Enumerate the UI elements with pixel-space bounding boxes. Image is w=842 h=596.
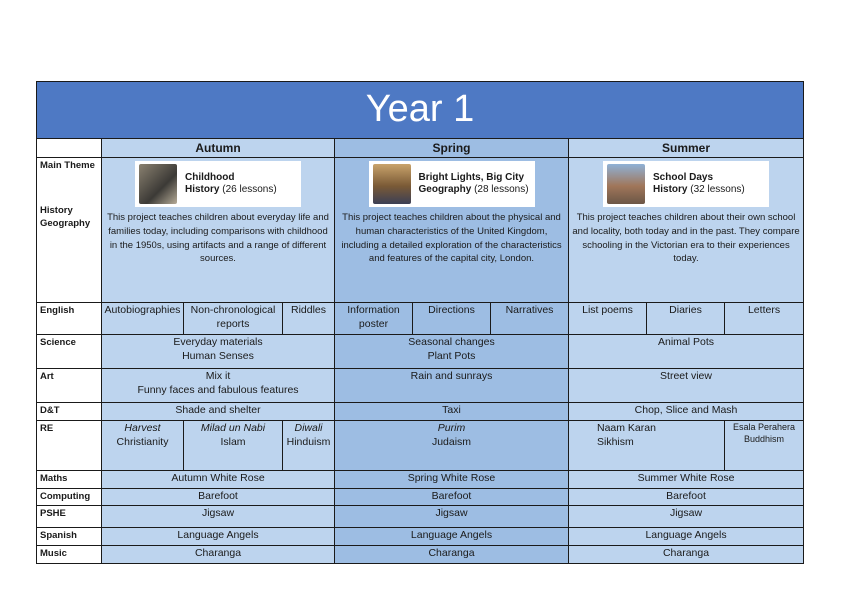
re-row: [37, 420, 804, 470]
childhood-photo-image: [139, 164, 177, 204]
theme-description: This project teaches children about the physical and human characteristics of the United Kingdom, including a detailed exploration of the characteristics and features of the capital city, London.: [341, 212, 562, 265]
re-harvest: [102, 420, 184, 470]
main-theme-row: [37, 158, 804, 303]
re-festival: Esala Perahera: [733, 421, 796, 432]
dt-summer: Chop, Slice and Mash: [569, 403, 804, 421]
re-religion: Sikhism: [597, 435, 634, 448]
page-title: Year 1: [37, 82, 804, 139]
season-header-spring: Spring: [335, 139, 569, 158]
english-unit: Narratives: [491, 303, 569, 335]
re-religion: Islam: [220, 435, 246, 448]
music-summer: Charanga: [569, 546, 804, 564]
computing-spring: Barefoot: [335, 488, 569, 506]
art-spring: Rain and sunrays: [335, 369, 569, 403]
theme-card-school-days: [603, 161, 769, 207]
theme-title: Bright Lights, Big City: [418, 171, 525, 183]
music-row: [37, 546, 804, 564]
art-unit: Funny faces and fabulous features: [137, 384, 299, 397]
pshe-summer: Jigsaw: [569, 506, 804, 528]
title-row: [37, 82, 804, 139]
science-unit: Plant Pots: [427, 350, 476, 363]
theme-cell-summer: [569, 158, 804, 303]
theme-title: School Days: [653, 171, 714, 183]
dt-autumn: Shade and shelter: [102, 403, 335, 421]
science-label: Science: [37, 335, 102, 369]
theme-cell-spring: [335, 158, 569, 303]
year-1-curriculum-table: [36, 81, 804, 564]
dt-label: D&T: [37, 403, 102, 421]
season-header-summer: Summer: [569, 139, 804, 158]
english-unit: Information poster: [335, 303, 413, 335]
science-spring: [335, 335, 569, 369]
art-label: Art: [37, 369, 102, 403]
theme-subject: History: [653, 184, 688, 195]
spanish-label: Spanish: [37, 528, 102, 546]
re-festival: Milad un Nabi: [200, 421, 266, 434]
english-unit: Autobiographies: [102, 303, 184, 335]
art-summer: Street view: [569, 369, 804, 403]
pshe-row: [37, 506, 804, 528]
science-row: [37, 335, 804, 369]
pshe-spring: Jigsaw: [335, 506, 569, 528]
re-festival: Purim: [437, 421, 466, 434]
re-diwali: [283, 420, 335, 470]
english-unit: Diaries: [647, 303, 725, 335]
science-unit: Seasonal changes: [408, 336, 495, 348]
science-summer: Animal Pots: [569, 335, 804, 369]
maths-label: Maths: [37, 470, 102, 488]
english-unit: Non-chronological reports: [184, 303, 283, 335]
english-unit: Riddles: [283, 303, 335, 335]
dt-spring: Taxi: [335, 403, 569, 421]
computing-autumn: Barefoot: [102, 488, 335, 506]
english-unit: Directions: [413, 303, 491, 335]
re-label: RE: [37, 420, 102, 470]
re-religion: Christianity: [116, 435, 169, 448]
school-building-photo-image: [607, 164, 645, 204]
english-label: English: [37, 303, 102, 335]
theme-lessons: (32 lessons): [690, 184, 745, 195]
theme-cell-autumn: [102, 158, 335, 303]
re-religion: Hinduism: [286, 435, 331, 448]
science-unit: Human Senses: [182, 350, 254, 363]
dt-row: [37, 403, 804, 421]
english-unit: Letters: [725, 303, 804, 335]
computing-row: [37, 488, 804, 506]
theme-description: This project teaches children about everyday life and families today, including comparisons with childhood in the 1950s, using artifacts and a range of different sources.: [107, 212, 329, 265]
maths-summer: Summer White Rose: [569, 470, 804, 488]
theme-card-childhood: [135, 161, 301, 207]
pshe-label: PSHE: [37, 506, 102, 528]
re-festival: Harvest: [124, 421, 161, 434]
season-header-autumn: Autumn: [102, 139, 335, 158]
re-naam-karan: [569, 420, 725, 470]
music-label: Music: [37, 546, 102, 564]
maths-row: [37, 470, 804, 488]
music-spring: Charanga: [335, 546, 569, 564]
theme-description: This project teaches children about their own school and locality, both today and in the past. They compare schooling in the Victorian era to their experiences today.: [572, 212, 800, 265]
theme-subject: Geography: [418, 184, 472, 195]
english-row: [37, 303, 804, 335]
main-theme-text: Main Theme: [40, 160, 95, 171]
spanish-autumn: Language Angels: [102, 528, 335, 546]
re-milad-un-nabi: [184, 420, 283, 470]
art-unit: Mix it: [205, 370, 231, 382]
main-theme-label: [37, 158, 102, 303]
english-unit: List poems: [569, 303, 647, 335]
spanish-row: [37, 528, 804, 546]
theme-lessons: (26 lessons): [222, 184, 277, 195]
art-autumn: [102, 369, 335, 403]
science-autumn: [102, 335, 335, 369]
maths-autumn: Autumn White Rose: [102, 470, 335, 488]
corner-cell: [37, 139, 102, 158]
re-religion: Buddhism: [744, 433, 785, 444]
computing-summer: Barefoot: [569, 488, 804, 506]
season-header-row: [37, 139, 804, 158]
pshe-autumn: Jigsaw: [102, 506, 335, 528]
music-autumn: Charanga: [102, 546, 335, 564]
re-purim: [335, 420, 569, 470]
theme-lessons: (28 lessons): [474, 184, 529, 195]
theme-title: Childhood: [185, 171, 235, 183]
geography-label: Geography: [40, 217, 91, 229]
big-ben-photo-image: [373, 164, 411, 204]
theme-subject: History: [185, 184, 220, 195]
re-religion: Judaism: [431, 435, 472, 448]
spanish-spring: Language Angels: [335, 528, 569, 546]
science-unit: Everyday materials: [173, 336, 263, 348]
computing-label: Computing: [37, 488, 102, 506]
re-festival: Naam Karan: [597, 421, 656, 434]
history-label: History: [40, 204, 73, 216]
maths-spring: Spring White Rose: [335, 470, 569, 488]
art-row: [37, 369, 804, 403]
re-festival: Diwali: [294, 421, 323, 434]
re-esala-perahera: [725, 420, 804, 470]
theme-card-bright-lights: [369, 161, 535, 207]
spanish-summer: Language Angels: [569, 528, 804, 546]
